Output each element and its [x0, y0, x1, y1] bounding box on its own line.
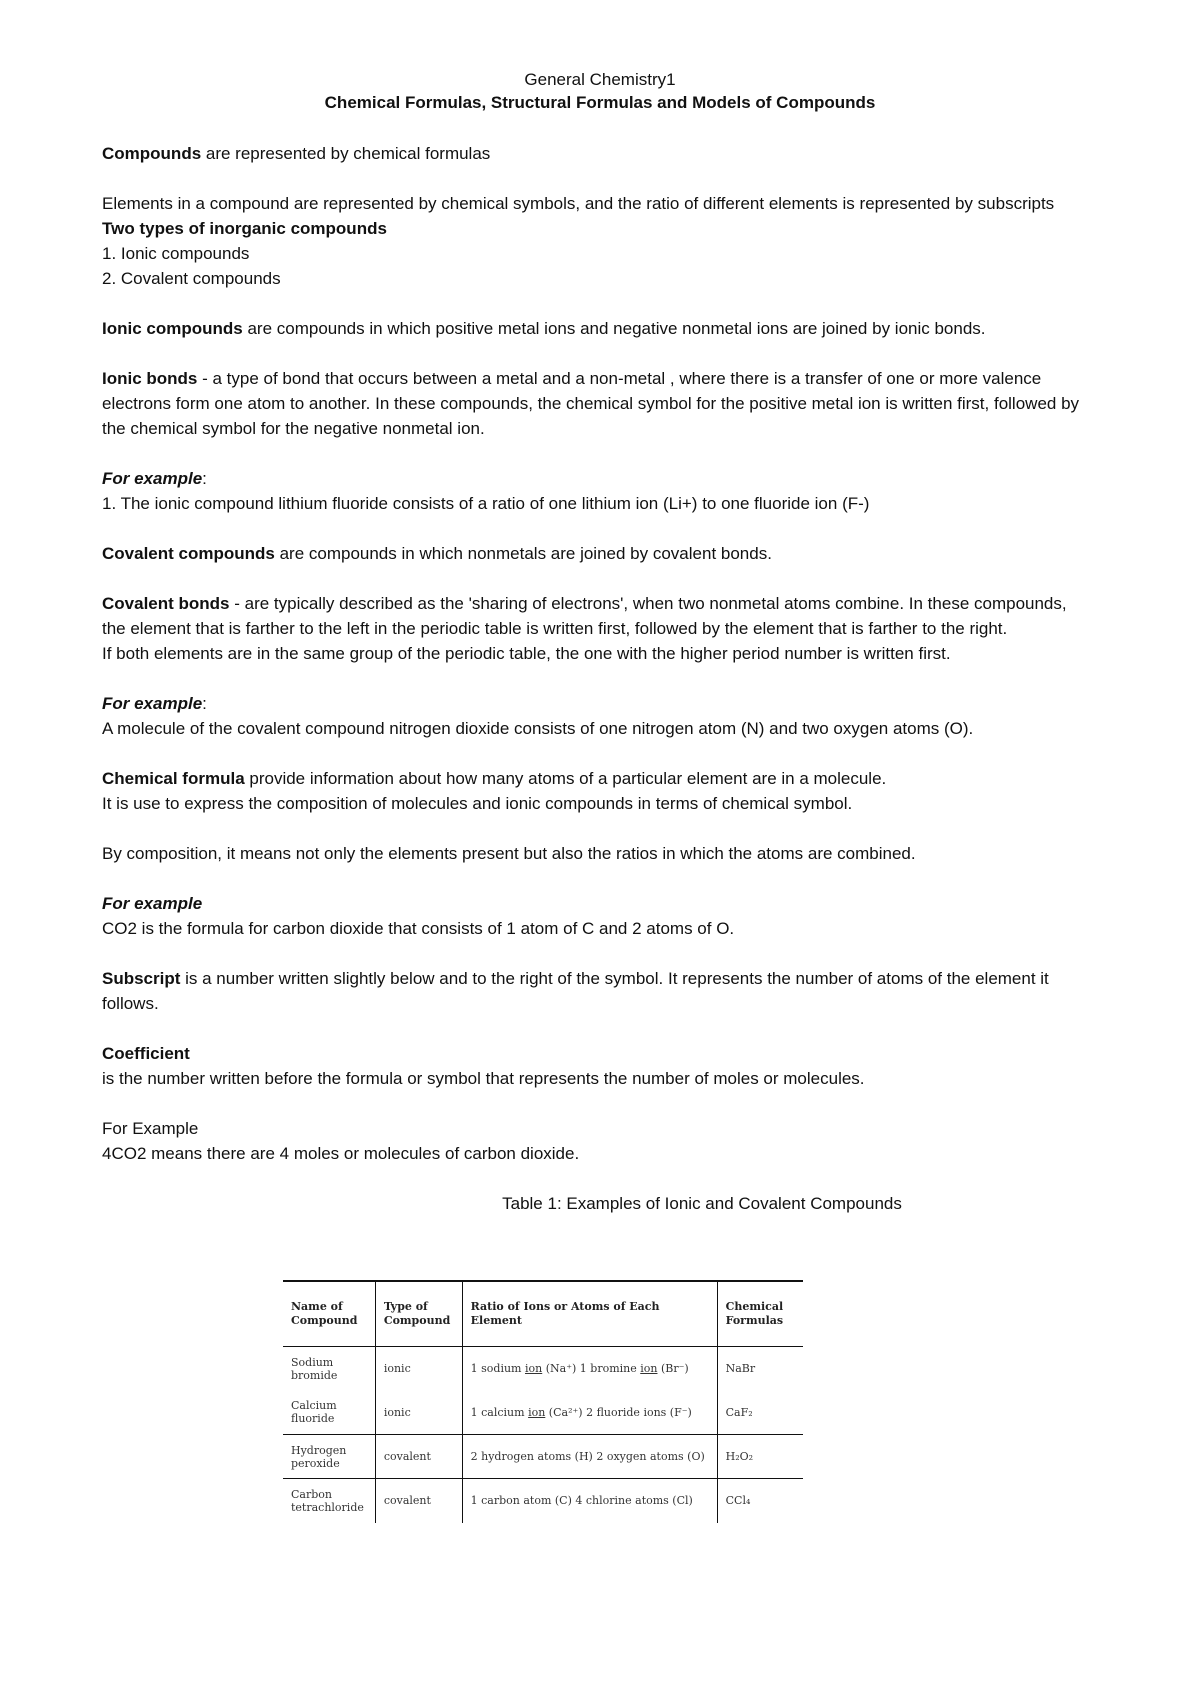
cell-type: covalent: [375, 1479, 462, 1523]
chemical-formula-paragraph: Chemical formula provide information about how many atoms of a particular element are in a molecule.: [102, 769, 887, 788]
cell-name: Sodium bromide: [291, 1355, 338, 1382]
cell-formula: CaF₂: [717, 1391, 803, 1435]
cell-name: Hydrogen peroxide: [283, 1435, 375, 1479]
cell-type: ionic: [375, 1347, 462, 1391]
example-label-3: For example: [102, 894, 203, 913]
chemical-formula-line2: It is use to express the composition of molecules and ionic compounds in terms of chemical symbol.: [102, 794, 853, 813]
cell-type: ionic: [375, 1391, 462, 1435]
document-header: [0, 68, 1200, 114]
composition-paragraph: By composition, it means not only the elements present but also the ratios in which the atoms are combined.: [102, 844, 916, 863]
term-compounds: Compounds: [102, 144, 202, 163]
document-title: Chemical Formulas, Structural Formulas and Models of Compounds: [324, 93, 876, 112]
document-body: [102, 141, 1082, 1216]
course-name: General Chemistry1: [524, 70, 676, 89]
cell-ratio: 2 hydrogen atoms (H) 2 oxygen atoms (O): [462, 1435, 717, 1479]
cell-ratio: 1 carbon atom (C) 4 chlorine atoms (Cl): [462, 1479, 717, 1523]
example-text-1: 1. The ionic compound lithium fluoride consists of a ratio of one lithium ion (Li+) to one fluoride ion (F-): [102, 494, 870, 513]
example-text-2: A molecule of the covalent compound nitrogen dioxide consists of one nitrogen atom (N) and two oxygen atoms (O).: [102, 719, 974, 738]
covalent-compounds-paragraph: Covalent compounds are compounds in which nonmetals are joined by covalent bonds.: [102, 544, 772, 563]
table-caption: Table 1: Examples of Ionic and Covalent Compounds: [502, 1194, 902, 1213]
cell-formula: NaBr: [717, 1347, 803, 1391]
table-row: [283, 1435, 803, 1479]
compounds-paragraph: Compounds are represented by chemical formulas: [102, 144, 491, 163]
header-formula: Chemical Formulas: [717, 1281, 803, 1347]
example-text-4: 4CO2 means there are 4 moles or molecules of carbon dioxide.: [102, 1144, 580, 1163]
cell-type: covalent: [375, 1435, 462, 1479]
compounds-table-image: [283, 1280, 803, 1523]
elements-paragraph: Elements in a compound are represented by chemical symbols, and the ratio of different elements is represented by subscripts: [102, 194, 1055, 213]
cell-name: Calcium fluoride: [291, 1399, 337, 1426]
example-label-2: For example:: [102, 694, 207, 713]
covalent-bonds-line2: If both elements are in the same group of the periodic table, the one with the higher period number is written first.: [102, 644, 951, 663]
header-ratio: Ratio of Ions or Atoms of Each Element: [462, 1281, 717, 1347]
table-row: [283, 1347, 803, 1391]
ionic-bonds-paragraph: Ionic bonds - a type of bond that occurs between a metal and a non-metal , where there is a transfer of one or more valence electrons form one atom to another. In these compounds, the chemical symbol for the positive metal ion is written first, followed by the chemical symbol for the negative nonmetal ion.: [102, 369, 1080, 438]
cell-ratio: 1 sodium ion (Na⁺) 1 bromine ion (Br⁻): [462, 1347, 717, 1391]
example-text-3: CO2 is the formula for carbon dioxide that consists of 1 atom of C and 2 atoms of O.: [102, 919, 735, 938]
cell-formula: H₂O₂: [717, 1435, 803, 1479]
covalent-bonds-paragraph: Covalent bonds - are typically described as the 'sharing of electrons', when two nonmetal atoms combine. In these compounds, the element that is farther to the left in the periodic table is written first, followed by the element that is farther to the right.: [102, 594, 1067, 638]
example-label-4: For Example: [102, 1119, 199, 1138]
compounds-table: [283, 1280, 803, 1523]
types-heading: Two types of inorganic compounds: [102, 219, 387, 238]
subscript-paragraph: Subscript is a number written slightly below and to the right of the symbol. It represents the number of atoms of the element it follows.: [102, 969, 1049, 1013]
table-row: [283, 1391, 803, 1435]
table-row: [283, 1479, 803, 1523]
ionic-compounds-paragraph: Ionic compounds are compounds in which positive metal ions and negative nonmetal ions are joined by ionic bonds.: [102, 319, 986, 338]
table-header-row: [283, 1281, 803, 1347]
cell-formula: CCl₄: [717, 1479, 803, 1523]
header-type: Type of Compound: [375, 1281, 462, 1347]
coefficient-heading: Coefficient: [102, 1044, 190, 1063]
coefficient-text: is the number written before the formula or symbol that represents the number of moles or molecules.: [102, 1069, 865, 1088]
example-label-1: For example:: [102, 469, 207, 488]
types-item-covalent: 2. Covalent compounds: [102, 269, 281, 288]
header-name: Name of Compound: [283, 1281, 375, 1347]
cell-name: Carbon tetrachloride: [283, 1479, 375, 1523]
types-item-ionic: 1. Ionic compounds: [102, 244, 250, 263]
cell-ratio: 1 calcium ion (Ca²⁺) 2 fluoride ions (F⁻): [462, 1391, 717, 1435]
